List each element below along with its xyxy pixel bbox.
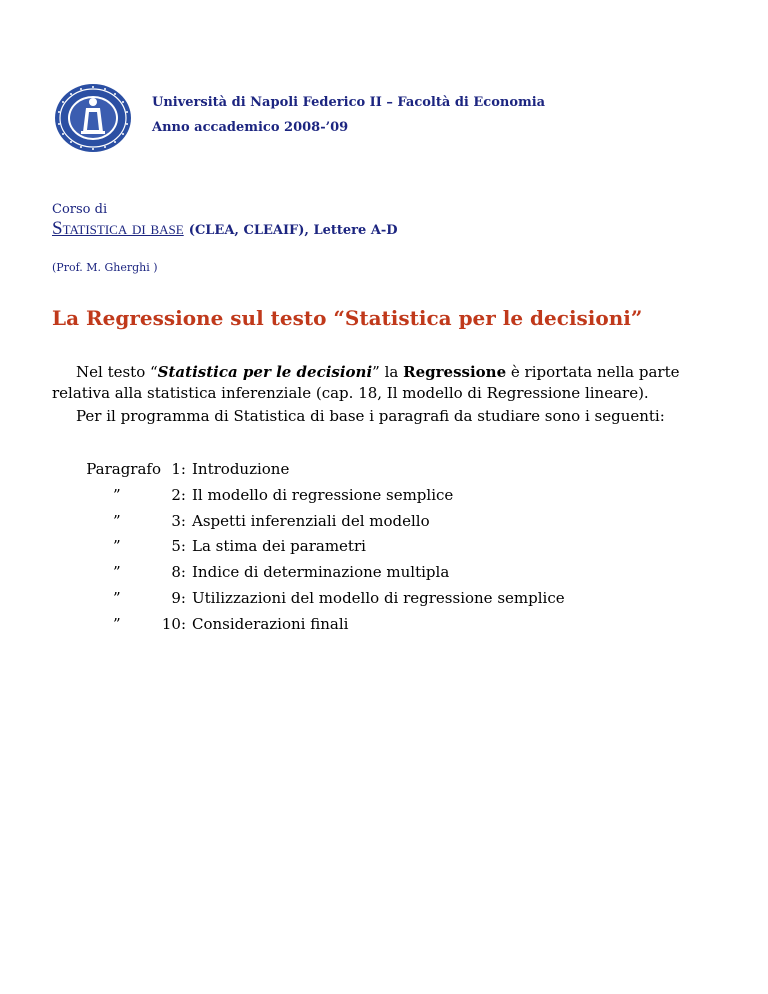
- paragraph-number: 2:: [171, 485, 186, 504]
- regression-term: Regressione: [403, 363, 507, 381]
- paragraph-title: Indice di determinazione multipla: [192, 563, 450, 582]
- ditto-mark: ”: [113, 485, 121, 504]
- paragraph-title: La stima dei parametri: [192, 537, 366, 556]
- book-title: Statistica per le decisioni: [157, 363, 373, 381]
- intro-text-a: Nel testo “: [76, 363, 158, 381]
- university-seal-logo: [53, 82, 133, 154]
- list-label: Paragrafo: [86, 460, 161, 478]
- ditto-mark: ”: [113, 511, 121, 530]
- paragraph-title: Considerazioni finali: [192, 614, 349, 633]
- ditto-mark: ”: [113, 537, 121, 556]
- course-details: (CLEA, CLEAIF), Lettere A-D: [188, 223, 398, 238]
- ditto-mark: ”: [113, 588, 121, 607]
- university-name: Università di Napoli Federico II – Facoltà di Economia: [152, 95, 546, 110]
- paragraph-title: Il modello di regressione semplice: [192, 485, 454, 504]
- professor: (Prof. M. Gherghi ): [52, 261, 158, 274]
- paragraph-number: 3:: [171, 511, 186, 530]
- paragraph-number: 8:: [171, 563, 186, 582]
- intro-text-c: è riportata nella parte relativa alla statistica inferenziale (cap. 18, Il modello di Regressione lineare).: [52, 363, 680, 402]
- academic-year: Anno accademico 2008-’09: [152, 120, 349, 135]
- program-paragraph: Per il programma di Statistica di base i paragrafi da studiare sono i seguenti:: [76, 407, 665, 425]
- paragraph-title: Introduzione: [192, 460, 290, 478]
- ditto-mark: ”: [113, 563, 121, 582]
- course-prefix: Corso di: [52, 202, 108, 217]
- intro-text-b: ” la: [372, 363, 404, 381]
- paragraph-number: 5:: [171, 537, 186, 556]
- paragraph-number: 9:: [171, 588, 186, 607]
- document-title: La Regressione sul testo “Statistica per le decisioni”: [52, 306, 643, 330]
- paragraph-title: Aspetti inferenziali del modello: [192, 511, 430, 530]
- ditto-mark: ”: [113, 614, 121, 633]
- course-title: Statistica di base: [52, 218, 184, 239]
- paragraph-number: 10:: [161, 614, 186, 633]
- intro-paragraph: [52, 362, 722, 404]
- paragraph-title: Utilizzazioni del modello di regressione semplice: [192, 588, 565, 607]
- course-heading: [52, 218, 398, 240]
- paragraph-number: 1:: [171, 460, 186, 478]
